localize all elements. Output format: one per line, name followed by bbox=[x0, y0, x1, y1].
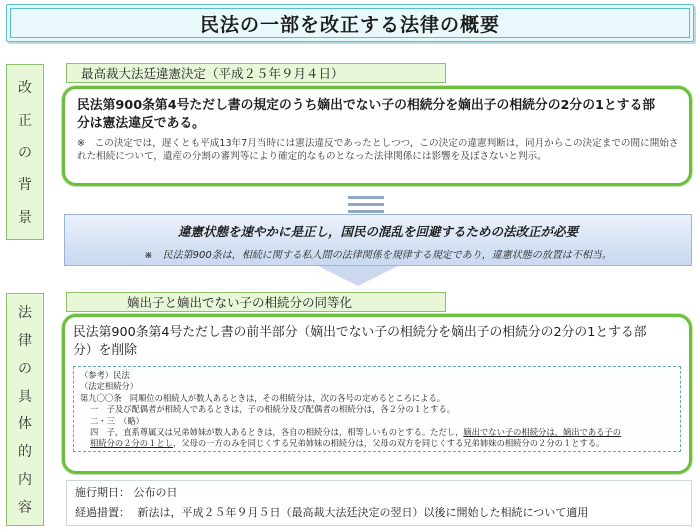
footer-info bbox=[66, 480, 692, 526]
law-box bbox=[62, 314, 692, 474]
side-char: 法 bbox=[18, 304, 32, 321]
law-line-1: 民法第900条第4号ただし書の前半部分（嫡出でない子の相続分を嫡出子の相続分の2分の1とする部 bbox=[73, 325, 647, 340]
enforcement-label: 施行期日： bbox=[75, 486, 130, 499]
enforcement-row bbox=[75, 483, 691, 503]
side-char: 正 bbox=[18, 112, 32, 129]
side-char: 改 bbox=[18, 80, 32, 97]
transition-row bbox=[75, 503, 691, 523]
side-char: 背 bbox=[18, 177, 32, 194]
reference-item-4 bbox=[80, 427, 674, 450]
side-char: 景 bbox=[18, 209, 32, 226]
equals-bar bbox=[348, 203, 384, 206]
side-char: 体 bbox=[18, 416, 32, 433]
necessity-band bbox=[64, 214, 692, 266]
side-char: 的 bbox=[18, 444, 32, 461]
side-char: 律 bbox=[18, 332, 32, 349]
side-label-law-content bbox=[6, 293, 44, 526]
reference-item-4-underlined: 嫡出でない子の相続分は，嫡出である子の bbox=[463, 427, 622, 438]
ruling-note: ※ この決定では，遅くとも平成13年7月当時には憲法違反であったとしつつ，この決定の違憲判断は，同月からこの決定までの間に開始された相続について，遺産の分割の審判等により確定的なものとなった法律関係には影響を及ぼさないと判示。 bbox=[77, 138, 679, 162]
side-char: 具 bbox=[18, 388, 32, 405]
ruling-box bbox=[62, 86, 692, 186]
ruling-tag: 最高裁大法廷違憲決定（平成２５年９月４日） bbox=[66, 63, 446, 83]
side-label-background bbox=[6, 64, 44, 240]
reference-item-2-3: 二・三 （略） bbox=[90, 415, 144, 426]
law-line-2: 分）を削除 bbox=[73, 343, 137, 358]
side-char: 容 bbox=[18, 500, 32, 516]
side-char: の bbox=[18, 360, 32, 377]
reference-item-1: 一 子及び配偶者が相続人であるときは，子の相続分及び配偶者の相続分は，各２分の１とする。 bbox=[90, 404, 456, 415]
transition-label: 経過措置： bbox=[75, 506, 130, 519]
side-char: の bbox=[18, 144, 32, 161]
reference-item-4-text: 四 子，直系尊属又は兄弟姉妹が数人あるときは，各自の相続分は，相等しいものとする。ただし， bbox=[90, 427, 464, 438]
reference-label: （参考）民法 bbox=[80, 370, 130, 380]
equals-bar bbox=[348, 196, 384, 199]
title-banner bbox=[6, 4, 694, 42]
ruling-line-1: 民法第900条第4号ただし書の規定のうち嫡出でない子の相続分を嫡出子の相続分の2分の1とする部 bbox=[77, 98, 656, 113]
necessity-headline: 違憲状態を速やかに是正し，国民の混乱を回避するための法改正が必要 bbox=[177, 224, 578, 239]
reference-item-4-text: ，父母の一方のみを同じくする兄弟姉妹の相続分は，父母の双方を同じくする兄弟姉妹の相続分の２分の１とする。 bbox=[172, 438, 605, 449]
side-char: 内 bbox=[18, 472, 32, 489]
law-main-text bbox=[73, 324, 681, 360]
ruling-main-text bbox=[77, 97, 681, 133]
necessity-note: ※ 民法第900条は，相続に関する私人間の法律関係を規律する規定であり，違憲状態の放置は不相当。 bbox=[144, 250, 612, 261]
reference-item-4-underlined: 相続分の２分の１とし bbox=[90, 438, 173, 449]
ruling-line-2: 分は憲法違反である。 bbox=[77, 116, 205, 131]
enforcement-value: 公布の日 bbox=[133, 486, 178, 499]
down-arrow-icon bbox=[318, 266, 398, 286]
reference-heading: （法定相続分） bbox=[80, 381, 139, 392]
law-tag: 嫡出子と嫡出でない子の相続分の同等化 bbox=[66, 292, 446, 312]
equals-bar bbox=[348, 210, 384, 213]
page-title: 民法の一部を改正する法律の概要 bbox=[10, 8, 690, 38]
reference-article: 第九〇〇条 同順位の相続人が数人あるときは，その相続分は，次の各号の定めるところによる。 bbox=[80, 392, 446, 403]
reference-box bbox=[73, 366, 681, 452]
transition-value: 新法は，平成２５年９月５日（最高裁大法廷決定の翌日）以後に開始した相続について適用 bbox=[137, 506, 589, 519]
